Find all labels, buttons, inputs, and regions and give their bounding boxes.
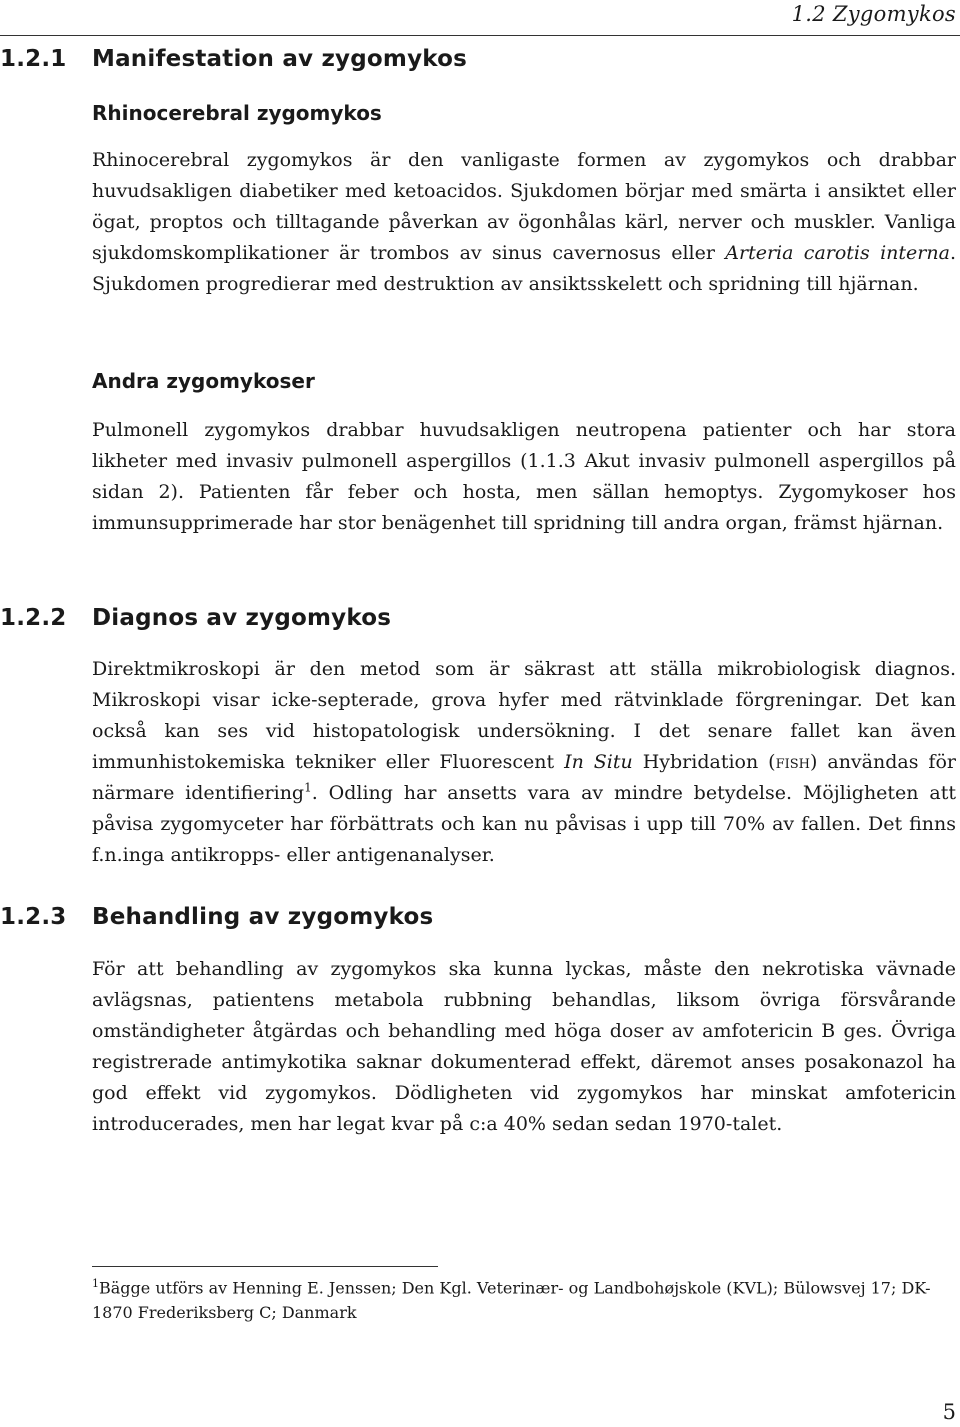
subsection-heading-rhinocerebral: Rhinocerebral zygomykos [92,101,382,125]
section-heading-manifestation [0,46,467,72]
section-title: Manifestation av zygomykos [92,46,468,72]
emphasis-text: In Situ [564,751,633,773]
running-head: 1.2 Zygomykos [791,2,956,26]
paragraph-diagnos [92,654,956,871]
text-run: ) användas för närmare identifiering [92,751,956,804]
section-heading-behandling [0,904,433,930]
text-run: Rhinocerebral zygomykos är den vanligaste formen av zygomykos och drabbar huvudsakligen diabetiker med ketoacidos. Sjukdomen börjar med smärta i ansiktet eller ögat, proptos och tilltagande påverkan av ögonhålas kärl, nerver och muskler. Vanliga sjukdomskomplikationer är trombos av sinus cavernosus eller [92,149,956,264]
section-heading-diagnos [0,605,391,631]
section-number: 1.2.2 [0,605,67,631]
paragraph-behandling: För att behandling av zygomykos ska kunna lyckas, måste den nekrotiska vävnade avlägsnas, patientens metabola rubbning behandlas, liksom övriga försvårande omständigheter åtgärdas och behandling med höga doser av amfotericin B ges. Övriga registrerade antimykotika saknar dokumenterad effekt, däremot anses posakonazol ha god effekt vid zygomykos. Dödligheten vid zygomykos har minskat amfotericin introducerades, men har legat kvar på c:a 40% sedan sedan 1970-talet. [92,958,956,1135]
small-caps-acronym: fish [775,751,810,773]
section-title: Diagnos av zygomykos [92,605,392,631]
footnote-reference[interactable]: 1 [304,780,312,795]
footnote-mark: 1 [92,1277,99,1290]
text-run: . Odling har ansetts vara av mindre betydelse. Möjligheten att påvisa zygomyceter har förbättrats och kan nu påvisas i upp till 70% av fallen. Det finns f.n.inga antikropps- eller antigenanalyser. [92,782,957,866]
footnote-rule [92,1266,438,1267]
section-number: 1.2.3 [0,904,67,930]
text-run: . Sjukdomen progredierar med destruktion av ansiktsskelett och spridning till hjärnan. [92,242,956,295]
text-run: Direktmikroskopi är den metod som är säkrast att ställa mikrobiologisk diagnos. Mikroskopi visar icke-septerade, grova hyfer med rätvinklade förgreningar. Det kan också kan ses vid histopatologisk undersökning. I det senare fallet kan även immunhistokemiska tekniker eller Fluorescent [92,658,956,773]
paragraph-pulmonell: Pulmonell zygomykos drabbar huvudsakligen neutropena patienter och har stora likheter med invasiv pulmonell aspergillos (1.1.3 Akut invasiv pulmonell aspergillos på sidan 2). Patienten får feber och hosta, men sällan hemoptys. Zygomykoser hos immunsupprimerade har stor benägenhet till spridning till andra organ, främst hjärnan. [92,419,956,534]
text-run: Hybridation ( [632,751,776,773]
emphasis-text: Arteria carotis interna [725,242,950,264]
page-number: 5 [942,1400,956,1424]
subsection-heading-andra: Andra zygomykoser [92,369,315,393]
paragraph-rhinocerebral [92,145,956,300]
header-rule [0,35,960,36]
section-number: 1.2.1 [0,46,67,72]
section-title: Behandling av zygomykos [92,904,434,930]
footnote-text: Bägge utförs av Henning E. Jenssen; Den Kgl. Veterinær- og Landbohøjskole (KVL); Bülowsvej 17; DK-1870 Frederiksberg C; Danmark [92,1278,931,1323]
footnote [92,1271,958,1325]
